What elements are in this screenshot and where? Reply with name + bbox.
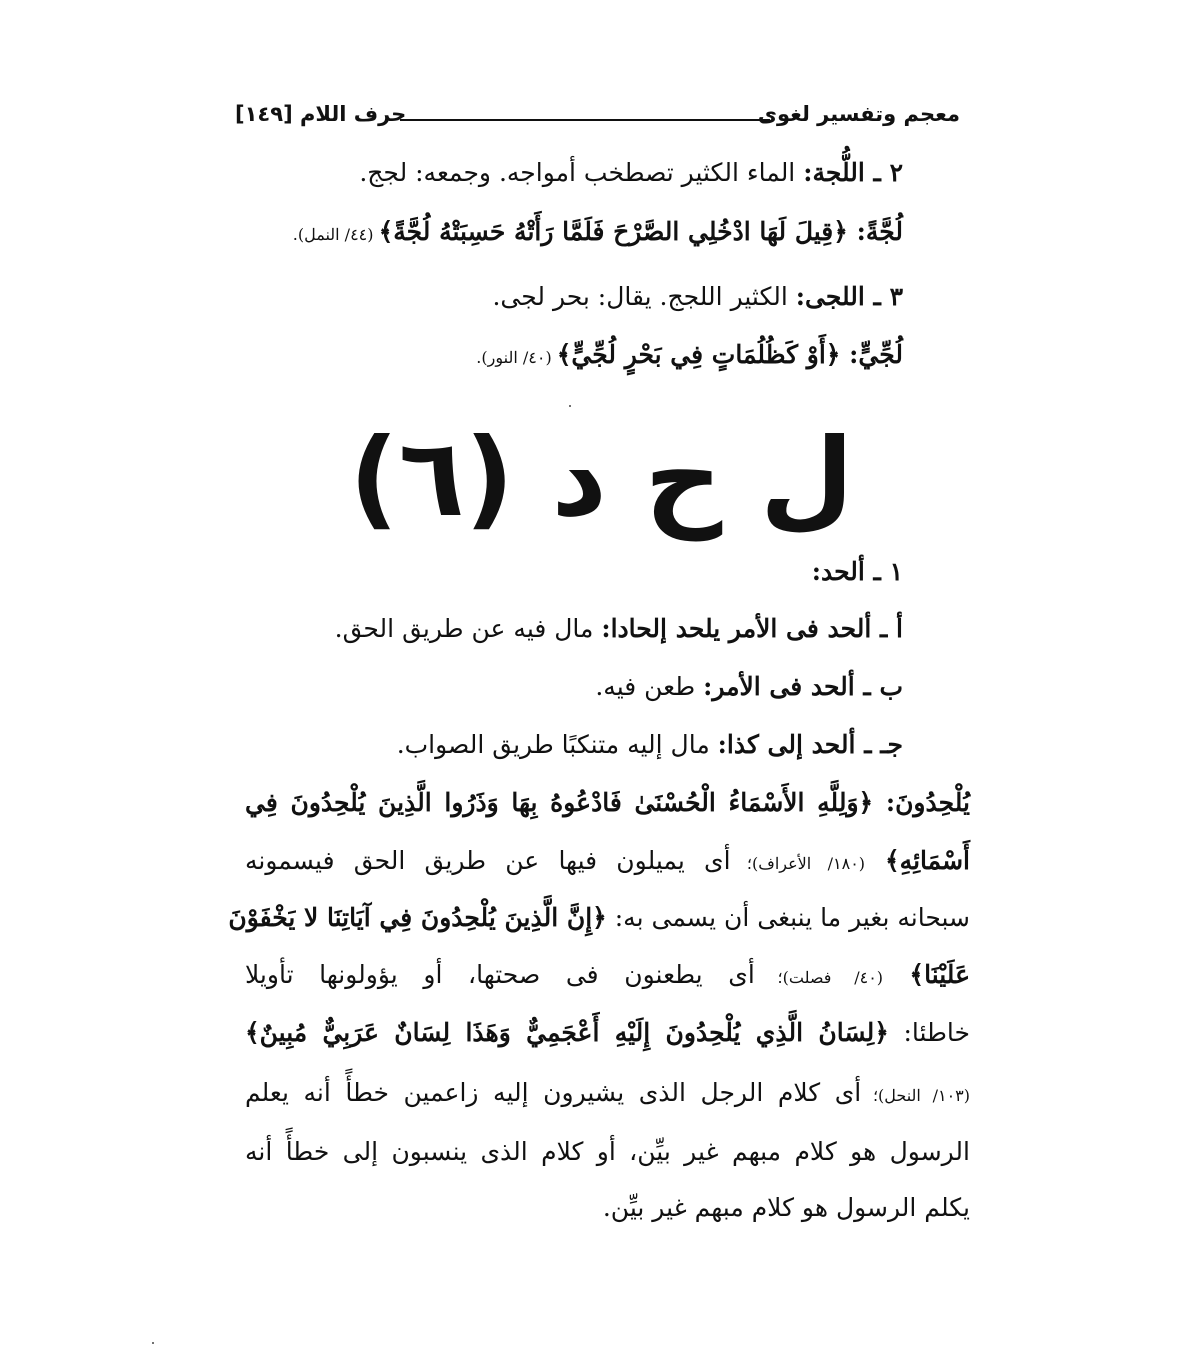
paragraph-text: سبحانه بغير ما ينبغى أن يسمى به: [606,903,970,932]
paragraph-line [245,788,970,818]
entry-head: ٣ ـ اللجى: [795,282,903,311]
entry-head: ١ ـ ألحد: [811,557,903,586]
paragraph-line [245,1137,970,1167]
entry-line [812,557,903,587]
quran-line [476,340,903,370]
entry-head: ب ـ ألحد فى الأمر: [703,672,903,701]
entry-text: مال فيه عن طريق الحق. [334,614,602,643]
entry-head: يُلْحِدُونَ: [873,788,970,817]
entry-line [335,614,903,644]
entry-text: طعن فيه. [595,672,704,701]
entry-line [492,282,903,312]
verse-reference: (٤٤/ النمل). [292,225,379,244]
paragraph-text: خاطئا: [888,1018,970,1047]
section-name: حرف اللام [299,102,407,126]
root-title: ل ح د (٦) [349,416,854,541]
quran-verse: عَلَيْنَا﴾ [883,960,970,989]
quran-verse: ﴿وَلِلَّهِ الأَسْمَاءُ الْحُسْنَىٰ فَادْعُوهُ بِهَا وَذَرُوا الَّذِينَ يُلْحِدُونَ فِي [245,788,874,817]
print-speck [569,405,571,407]
paragraph-line [245,1018,970,1048]
paragraph-text: أى كلام الرجل الذى يشيرون إليه زاعمين خطأً أنه يعلم [245,1078,862,1107]
verse-reference: (٤٠/ فصلت)؛ [754,968,884,987]
entry-head: أ ـ ألحد فى الأمر يلحد إلحادا: [601,614,903,643]
quran-verse: ﴿لِسَانُ الَّذِي يُلْحِدُونَ إِلَيْهِ أَعْجَمِيٌّ وَهَذَا لِسَانٌ عَرَبِيٌّ مُبِينٌ﴾ [245,1018,889,1047]
header-section [235,102,406,126]
verse-reference: (٤٠/ النور). [476,348,557,367]
page-header [235,100,960,134]
paragraph-line [245,960,970,990]
paragraph-line [245,846,970,876]
entry-text: الكثير اللجج. يقال: بحر لجى. [492,282,796,311]
entry-text: مال إليه متنكبًا طريق الصواب. [396,730,718,759]
quran-verse: أَسْمَائِهِ﴾ [865,846,970,875]
quran-verse: ﴿أَوْ كَظُلُمَاتٍ فِي بَحْرٍ لُجِّيٍّ﴾ [556,340,850,369]
entry-head: جـ ـ ألحد إلى كذا: [717,730,903,759]
entry-head: ٢ ـ اللُّجة: [803,158,903,187]
quran-verse: ﴿قِيلَ لَهَا ادْخُلِي الصَّرْحَ فَلَمَّا رَأَتْهُ حَسِبَتْهُ لُجَّةً﴾ [378,217,857,246]
paragraph-line [245,1193,970,1223]
entry-line [595,672,903,702]
entry-head: لُجِّيٍّ: [849,340,903,369]
entry-line [397,730,903,760]
paragraph-text: يكلم الرسول هو كلام مبهم غير بيِّن. [602,1193,970,1222]
verse-reference: (١٠٣/ النحل)؛ [861,1086,971,1105]
quran-verse: ﴿إِنَّ الَّذِينَ يُلْحِدُونَ فِي آيَاتِنَا لا يَخْفَوْنَ [228,903,607,932]
entry-text: الماء الكثير تصطخب أمواجه. وجمعه: لجج. [359,158,804,187]
paragraph-text: أى يميلون فيها عن طريق الحق فيسمونه [245,846,731,875]
quran-line [293,217,903,247]
print-speck [152,1342,154,1344]
page-number: [١٤٩] [235,102,293,126]
verse-reference: (١٨٠/ الأعراف)؛ [730,854,866,873]
paragraph-text: الرسول هو كلام مبهم غير بيِّن، أو كلام الذى ينسبون إلى خطأً أنه [245,1137,970,1166]
paragraph-line [228,903,970,933]
entry-line [359,158,903,188]
book-title: معجم وتفسير لغوى [757,102,960,126]
header-rule [400,119,770,121]
paragraph-line [245,1078,970,1108]
entry-head: لُجَّةً: [856,217,903,246]
paragraph-text: أى يطعنون فى صحتها، أو يؤولونها تأويلا [245,960,755,989]
